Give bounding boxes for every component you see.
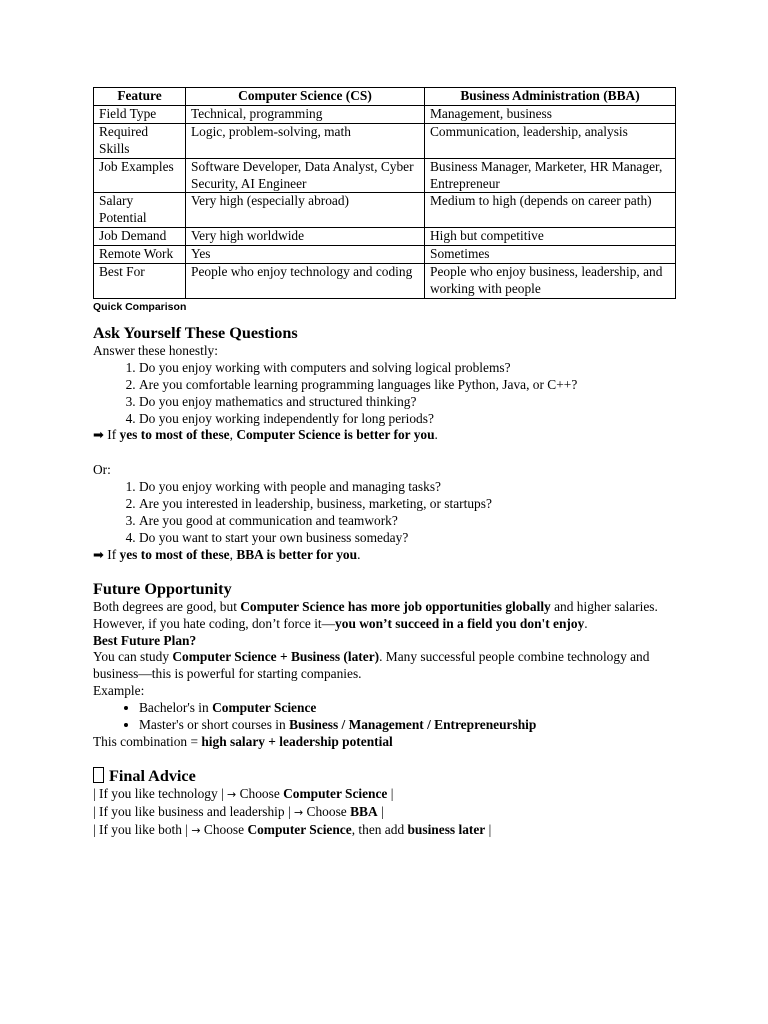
table-cell: Salary Potential bbox=[94, 193, 186, 228]
table-cell: Required Skills bbox=[94, 123, 186, 158]
future-paragraph bbox=[93, 599, 683, 633]
text-run: Choose bbox=[200, 821, 248, 837]
plan-paragraph bbox=[93, 649, 683, 683]
table-header-cell: Feature bbox=[94, 88, 186, 106]
questions-intro: Answer these honestly: bbox=[93, 342, 218, 358]
bold-text: Computer Science bbox=[212, 700, 317, 716]
comparison-table bbox=[93, 87, 676, 299]
table-cell: Yes bbox=[186, 246, 425, 264]
table-cell: People who enjoy technology and coding bbox=[186, 264, 425, 299]
text-run: and higher salaries. However, if you hate coding, don’t force it— bbox=[93, 598, 658, 631]
list-item: 4. Do you want to start your own business someday? bbox=[139, 530, 683, 547]
list-item: 4. Do you enjoy working independently for long periods? bbox=[139, 411, 683, 428]
list-item bbox=[139, 700, 683, 717]
table-cell: Field Type bbox=[94, 105, 186, 123]
advice-line bbox=[93, 786, 683, 804]
table-caption: Quick Comparison bbox=[93, 300, 187, 313]
text-run: | If you like business and leadership | bbox=[93, 803, 294, 819]
list-item bbox=[139, 717, 683, 734]
text-run: This combination = bbox=[93, 734, 202, 749]
table-cell: Very high worldwide bbox=[186, 228, 425, 246]
text-run: If bbox=[103, 427, 120, 443]
table-cell: Logic, problem-solving, math bbox=[186, 123, 425, 158]
cs-question-list bbox=[93, 360, 683, 428]
text-run: , bbox=[229, 427, 237, 443]
bold-text: business later bbox=[407, 821, 486, 837]
table-cell: Software Developer, Data Analyst, Cyber Security, AI Engineer bbox=[186, 158, 425, 193]
right-arrow-icon: → bbox=[293, 805, 304, 819]
or-label: Or: bbox=[93, 462, 111, 478]
table-row bbox=[94, 105, 676, 123]
bba-result-line bbox=[93, 547, 683, 565]
text-run: Choose bbox=[303, 803, 351, 819]
bold-text: Computer Science bbox=[247, 821, 352, 837]
table-cell: Technical, programming bbox=[186, 105, 425, 123]
table-cell: Communication, leadership, analysis bbox=[425, 123, 676, 158]
right-arrow-icon: → bbox=[191, 823, 201, 837]
text-run: If bbox=[103, 546, 120, 562]
bold-text: high salary + leadership potential bbox=[201, 734, 393, 749]
future-heading: Future Opportunity bbox=[93, 579, 232, 598]
text-run: | If you like technology | bbox=[93, 785, 228, 801]
text-run: . bbox=[584, 615, 588, 631]
list-item: 3. Do you enjoy mathematics and structured thinking? bbox=[139, 394, 683, 411]
advice-line bbox=[93, 822, 683, 840]
text-run: Bachelor's in bbox=[139, 700, 213, 716]
bold-text: Computer Science is better for you bbox=[236, 427, 435, 443]
table-header-cell: Business Administration (BBA) bbox=[425, 88, 676, 106]
text-run: | bbox=[485, 821, 492, 837]
example-label: Example: bbox=[93, 683, 145, 699]
bold-text: BBA is better for you bbox=[236, 546, 358, 562]
right-arrow-icon: ➡ bbox=[93, 547, 104, 563]
text-run: , bbox=[229, 546, 237, 562]
text-run: . bbox=[357, 546, 361, 562]
bold-text: Business / Management / Entrepreneurship bbox=[289, 717, 537, 733]
table-cell: Job Examples bbox=[94, 158, 186, 193]
table-cell: Business Manager, Marketer, HR Manager, Entrepreneur bbox=[425, 158, 676, 193]
list-item: 2. Are you comfortable learning programming languages like Python, Java, or C++? bbox=[139, 377, 683, 394]
advice-line bbox=[93, 804, 683, 822]
cs-result-line bbox=[93, 427, 683, 445]
plan-heading bbox=[93, 633, 683, 650]
table-cell: Sometimes bbox=[425, 246, 676, 264]
text-run: Master's or short courses in bbox=[139, 717, 290, 733]
text-run: Both degrees are good, but bbox=[93, 598, 241, 614]
bold-text: yes to most of these bbox=[119, 546, 230, 562]
bold-text: yes to most of these bbox=[119, 427, 230, 443]
text-run: Choose bbox=[236, 785, 284, 801]
right-arrow-icon: → bbox=[227, 787, 237, 801]
bold-text: Computer Science bbox=[283, 785, 388, 801]
text-run: | If you like both | bbox=[93, 821, 192, 837]
table-row bbox=[94, 193, 676, 228]
table-cell: Remote Work bbox=[94, 246, 186, 264]
list-item: 2. Are you interested in leadership, business, marketing, or startups? bbox=[139, 496, 683, 513]
combination-line bbox=[93, 734, 683, 751]
bold-text: Computer Science has more job opportunities globally bbox=[240, 598, 551, 614]
table-cell: People who enjoy business, leadership, and working with people bbox=[425, 264, 676, 299]
right-arrow-icon: ➡ bbox=[93, 428, 104, 444]
table-cell: Management, business bbox=[425, 105, 676, 123]
table-row bbox=[94, 264, 676, 299]
questions-heading: Ask Yourself These Questions bbox=[93, 323, 298, 342]
text-run: | bbox=[387, 785, 394, 801]
bba-question-list bbox=[93, 479, 683, 547]
table-header-cell: Computer Science (CS) bbox=[186, 88, 425, 106]
table-cell: Best For bbox=[94, 264, 186, 299]
bold-text: Best Future Plan? bbox=[93, 632, 197, 648]
bold-text: Computer Science + Business (later) bbox=[172, 649, 380, 665]
list-item: 1. Do you enjoy working with computers and solving logical problems? bbox=[139, 360, 683, 377]
advice-heading bbox=[93, 766, 683, 786]
missing-glyph-icon bbox=[93, 767, 104, 783]
text-run: , then add bbox=[351, 821, 408, 837]
table-header-row bbox=[94, 88, 676, 106]
document-page bbox=[93, 87, 683, 840]
list-item: 1. Do you enjoy working with people and managing tasks? bbox=[139, 479, 683, 496]
text-run: . Many successful people combine technology and business—this is powerful for starting companies. bbox=[93, 649, 650, 682]
table-row bbox=[94, 246, 676, 264]
text-run: . bbox=[434, 427, 438, 443]
table-row bbox=[94, 158, 676, 193]
bold-text: you won’t succeed in a field you don't enjoy bbox=[335, 615, 585, 631]
table-cell: Very high (especially abroad) bbox=[186, 193, 425, 228]
table-cell: High but competitive bbox=[425, 228, 676, 246]
text-run: You can study bbox=[93, 649, 173, 665]
table-row bbox=[94, 228, 676, 246]
example-list bbox=[93, 700, 683, 734]
heading-text: Final Advice bbox=[109, 766, 196, 785]
table-cell: Job Demand bbox=[94, 228, 186, 246]
table-cell: Medium to high (depends on career path) bbox=[425, 193, 676, 228]
list-item: 3. Are you good at communication and teamwork? bbox=[139, 513, 683, 530]
bold-text: BBA bbox=[350, 803, 378, 819]
table-row bbox=[94, 123, 676, 158]
text-run: | bbox=[377, 803, 384, 819]
